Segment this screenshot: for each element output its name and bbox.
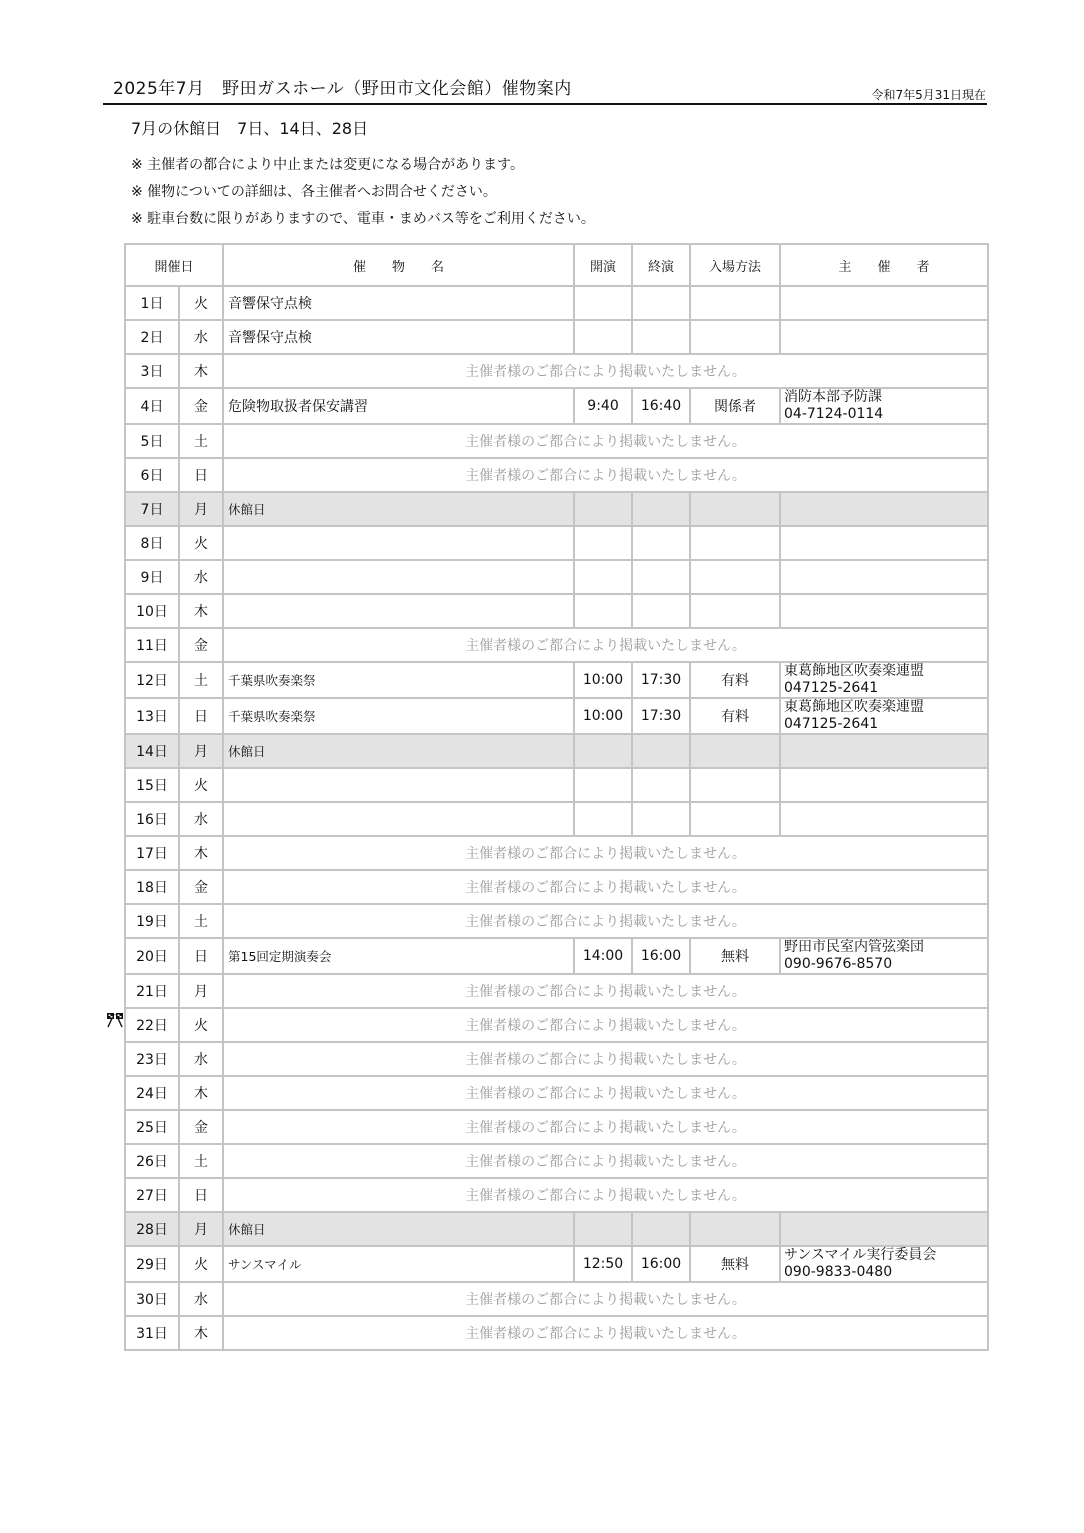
cell-date: 10日: [125, 594, 179, 628]
cell-close-time: [632, 594, 690, 628]
notes: [131, 152, 595, 233]
cell-weekday: 月: [179, 734, 223, 768]
cell-close-time: 16:40: [632, 388, 690, 424]
cell-unpublished-note: 主催者様のご都合により掲載いたしません。: [223, 1144, 988, 1178]
cell-open-time: 12:50: [574, 1246, 632, 1282]
cell-date: 6日: [125, 458, 179, 492]
table-row: [125, 286, 988, 320]
table-row: [125, 802, 988, 836]
cell-date: 3日: [125, 354, 179, 388]
cell-event: 千葉県吹奏楽祭: [223, 698, 574, 734]
cell-date: 1日: [125, 286, 179, 320]
cell-close-time: 17:30: [632, 662, 690, 698]
cell-organizer: [780, 492, 988, 526]
cell-close-time: [632, 320, 690, 354]
cell-weekday: 月: [179, 974, 223, 1008]
cell-organizer: [780, 594, 988, 628]
organizer-phone: 090-9676-8570: [784, 956, 893, 972]
cell-date: 11日: [125, 628, 179, 662]
cell-entry: [690, 492, 780, 526]
cell-unpublished-note: 主催者様のご都合により掲載いたしません。: [223, 1008, 988, 1042]
table-row: [125, 938, 988, 974]
table-row: [125, 1042, 988, 1076]
table-row: [125, 628, 988, 662]
cell-unpublished-note: 主催者様のご都合により掲載いたしません。: [223, 1042, 988, 1076]
cell-weekday: 水: [179, 560, 223, 594]
cell-weekday: 火: [179, 1246, 223, 1282]
cell-organizer: [780, 662, 988, 698]
cell-weekday: 木: [179, 354, 223, 388]
cell-unpublished-note: 主催者様のご都合により掲載いたしません。: [223, 870, 988, 904]
cell-weekday: 月: [179, 1212, 223, 1246]
table-row: [125, 1144, 988, 1178]
cell-weekday: 火: [179, 286, 223, 320]
cell-close-time: [632, 492, 690, 526]
cell-date: 27日: [125, 1178, 179, 1212]
cell-unpublished-note: 主催者様のご都合により掲載いたしません。: [223, 1178, 988, 1212]
cell-event: 音響保守点検: [223, 286, 574, 320]
table-row: [125, 388, 988, 424]
cell-unpublished-note: 主催者様のご都合により掲載いたしません。: [223, 424, 988, 458]
cell-close-time: [632, 802, 690, 836]
table-row: [125, 354, 988, 388]
cell-organizer: [780, 698, 988, 734]
table-row: [125, 1246, 988, 1282]
header-date: 開催日: [125, 244, 223, 286]
cell-close-time: 17:30: [632, 698, 690, 734]
cell-unpublished-note: 主催者様のご都合により掲載いたしません。: [223, 836, 988, 870]
cell-unpublished-note: 主催者様のご都合により掲載いたしません。: [223, 904, 988, 938]
cell-date: 21日: [125, 974, 179, 1008]
cell-weekday: 水: [179, 1042, 223, 1076]
table-row: [125, 1178, 988, 1212]
cell-date: 18日: [125, 870, 179, 904]
cell-weekday: 金: [179, 870, 223, 904]
cell-weekday: 日: [179, 938, 223, 974]
cell-organizer: [780, 734, 988, 768]
cell-weekday: 水: [179, 802, 223, 836]
cell-date: 14日: [125, 734, 179, 768]
cell-weekday: 水: [179, 320, 223, 354]
cell-date: 24日: [125, 1076, 179, 1110]
cell-event: サンスマイル: [223, 1246, 574, 1282]
cell-event: 休館日: [223, 492, 574, 526]
header-divider: [103, 103, 987, 105]
cell-open-time: [574, 802, 632, 836]
cell-entry: 有料: [690, 698, 780, 734]
cell-unpublished-note: 主催者様のご都合により掲載いたしません。: [223, 1110, 988, 1144]
cell-date: 29日: [125, 1246, 179, 1282]
note-item: ※ 催物についての詳細は、各主催者へお問合せください。: [131, 184, 497, 200]
cell-event: 音響保守点検: [223, 320, 574, 354]
table-row: [125, 698, 988, 734]
note-item: ※ 主催者の都合により中止または変更になる場合があります。: [131, 157, 525, 173]
cell-date: 31日: [125, 1316, 179, 1350]
cell-open-time: [574, 768, 632, 802]
cell-entry: 無料: [690, 938, 780, 974]
header-organizer: 主 催 者: [780, 244, 988, 286]
cell-event: [223, 560, 574, 594]
cell-event: 第15回定期演奏会: [223, 938, 574, 974]
closed-day-row: [125, 734, 988, 768]
header-open: 開演: [574, 244, 632, 286]
cell-weekday: 木: [179, 1076, 223, 1110]
cell-close-time: [632, 286, 690, 320]
as-of-date: 令和7年5月31日現在: [871, 88, 986, 102]
cell-entry: [690, 286, 780, 320]
cell-open-time: [574, 1212, 632, 1246]
cell-open-time: 10:00: [574, 698, 632, 734]
cell-weekday: 金: [179, 388, 223, 424]
cell-weekday: 火: [179, 768, 223, 802]
cell-unpublished-note: 主催者様のご都合により掲載いたしません。: [223, 1076, 988, 1110]
table-row: [125, 1282, 988, 1316]
organizer-name: 東葛飾地区吹奏楽連盟: [784, 699, 925, 715]
organizer-name: 野田市民室内管弦楽団: [784, 939, 925, 955]
table-row: [125, 1110, 988, 1144]
cell-open-time: [574, 286, 632, 320]
table-row: [125, 526, 988, 560]
cell-weekday: 月: [179, 492, 223, 526]
cell-date: 7日: [125, 492, 179, 526]
table-row: [125, 974, 988, 1008]
cell-date: 13日: [125, 698, 179, 734]
organizer-name: サンスマイル実行委員会: [784, 1247, 937, 1263]
cell-organizer: [780, 320, 988, 354]
cell-event: [223, 802, 574, 836]
cell-organizer: [780, 802, 988, 836]
cell-unpublished-note: 主催者様のご都合により掲載いたしません。: [223, 628, 988, 662]
cell-date: 23日: [125, 1042, 179, 1076]
cell-entry: [690, 560, 780, 594]
cell-event: 危険物取扱者保安講習: [223, 388, 574, 424]
note-item: ※ 駐車台数に限りがありますので、電車・まめバス等をご利用ください。: [131, 211, 595, 227]
cell-date: 22日: [125, 1008, 179, 1042]
cell-event: [223, 594, 574, 628]
cell-organizer: [780, 388, 988, 424]
cell-open-time: 9:40: [574, 388, 632, 424]
cell-weekday: 火: [179, 526, 223, 560]
cell-weekday: 土: [179, 1144, 223, 1178]
table-row: [125, 904, 988, 938]
cell-date: 25日: [125, 1110, 179, 1144]
cell-entry: 有料: [690, 662, 780, 698]
table-row: [125, 594, 988, 628]
table-row: [125, 560, 988, 594]
cell-close-time: 16:00: [632, 938, 690, 974]
cell-close-time: [632, 1212, 690, 1246]
cell-open-time: [574, 560, 632, 594]
cell-date: 16日: [125, 802, 179, 836]
cell-entry: [690, 526, 780, 560]
cell-date: 2日: [125, 320, 179, 354]
cell-close-time: [632, 734, 690, 768]
cell-event: 休館日: [223, 734, 574, 768]
cell-weekday: 水: [179, 1282, 223, 1316]
cell-date: 8日: [125, 526, 179, 560]
cell-entry: 無料: [690, 1246, 780, 1282]
cell-open-time: [574, 734, 632, 768]
cell-date: 19日: [125, 904, 179, 938]
cell-event: 千葉県吹奏楽祭: [223, 662, 574, 698]
cell-weekday: 土: [179, 424, 223, 458]
cell-entry: [690, 594, 780, 628]
cell-open-time: [574, 320, 632, 354]
organizer-name: 東葛飾地区吹奏楽連盟: [784, 663, 925, 679]
organizer-phone: 090-9833-0480: [784, 1264, 893, 1280]
table-row: [125, 424, 988, 458]
table-row: [125, 1008, 988, 1042]
cell-entry: 関係者: [690, 388, 780, 424]
cell-close-time: 16:00: [632, 1246, 690, 1282]
cell-unpublished-note: 主催者様のご都合により掲載いたしません。: [223, 974, 988, 1008]
cell-organizer: [780, 1246, 988, 1282]
table-row: [125, 662, 988, 698]
cell-close-time: [632, 526, 690, 560]
table-row: [125, 768, 988, 802]
cell-entry: [690, 1212, 780, 1246]
table-header-row: [125, 244, 988, 286]
closed-days: 7月の休館日 7日、14日、28日: [131, 119, 369, 138]
cell-entry: [690, 802, 780, 836]
event-schedule-table: [124, 243, 989, 1351]
closed-day-row: [125, 492, 988, 526]
cell-open-time: [574, 594, 632, 628]
cell-date: 30日: [125, 1282, 179, 1316]
cell-event: [223, 768, 574, 802]
cell-weekday: 土: [179, 662, 223, 698]
header-entry: 入場方法: [690, 244, 780, 286]
cell-organizer: [780, 938, 988, 974]
cell-event: 休館日: [223, 1212, 574, 1246]
cell-weekday: 金: [179, 1110, 223, 1144]
cell-close-time: [632, 560, 690, 594]
cell-unpublished-note: 主催者様のご都合により掲載いたしません。: [223, 1282, 988, 1316]
checkered-flags-icon: [105, 1012, 125, 1028]
cell-weekday: 火: [179, 1008, 223, 1042]
cell-date: 4日: [125, 388, 179, 424]
cell-unpublished-note: 主催者様のご都合により掲載いたしません。: [223, 1316, 988, 1350]
cell-weekday: 日: [179, 698, 223, 734]
table-row: [125, 320, 988, 354]
cell-weekday: 金: [179, 628, 223, 662]
page-title: 2025年7月 野田ガスホール（野田市文化会館）催物案内: [113, 79, 572, 99]
table-row: [125, 836, 988, 870]
cell-date: 15日: [125, 768, 179, 802]
table-row: [125, 1076, 988, 1110]
cell-entry: [690, 320, 780, 354]
table-row: [125, 870, 988, 904]
cell-weekday: 木: [179, 836, 223, 870]
organizer-phone: 047125-2641: [784, 716, 879, 732]
cell-open-time: 14:00: [574, 938, 632, 974]
cell-open-time: 10:00: [574, 662, 632, 698]
cell-weekday: 木: [179, 1316, 223, 1350]
schedule-body: [125, 286, 988, 1350]
cell-organizer: [780, 768, 988, 802]
cell-date: 12日: [125, 662, 179, 698]
cell-date: 9日: [125, 560, 179, 594]
cell-open-time: [574, 526, 632, 560]
cell-date: 26日: [125, 1144, 179, 1178]
closed-day-row: [125, 1212, 988, 1246]
cell-date: 17日: [125, 836, 179, 870]
header-close: 終演: [632, 244, 690, 286]
cell-weekday: 日: [179, 1178, 223, 1212]
organizer-name: 消防本部予防課: [784, 389, 883, 405]
cell-open-time: [574, 492, 632, 526]
cell-organizer: [780, 526, 988, 560]
organizer-phone: 047125-2641: [784, 680, 879, 696]
table-row: [125, 458, 988, 492]
cell-organizer: [780, 286, 988, 320]
cell-entry: [690, 734, 780, 768]
cell-weekday: 土: [179, 904, 223, 938]
cell-close-time: [632, 768, 690, 802]
cell-organizer: [780, 560, 988, 594]
cell-weekday: 日: [179, 458, 223, 492]
cell-date: 5日: [125, 424, 179, 458]
cell-date: 20日: [125, 938, 179, 974]
cell-organizer: [780, 1212, 988, 1246]
cell-unpublished-note: 主催者様のご都合により掲載いたしません。: [223, 354, 988, 388]
cell-weekday: 木: [179, 594, 223, 628]
organizer-phone: 04-7124-0114: [784, 406, 884, 422]
table-row: [125, 1316, 988, 1350]
cell-unpublished-note: 主催者様のご都合により掲載いたしません。: [223, 458, 988, 492]
cell-date: 28日: [125, 1212, 179, 1246]
cell-event: [223, 526, 574, 560]
cell-entry: [690, 768, 780, 802]
header-event: 催 物 名: [223, 244, 574, 286]
